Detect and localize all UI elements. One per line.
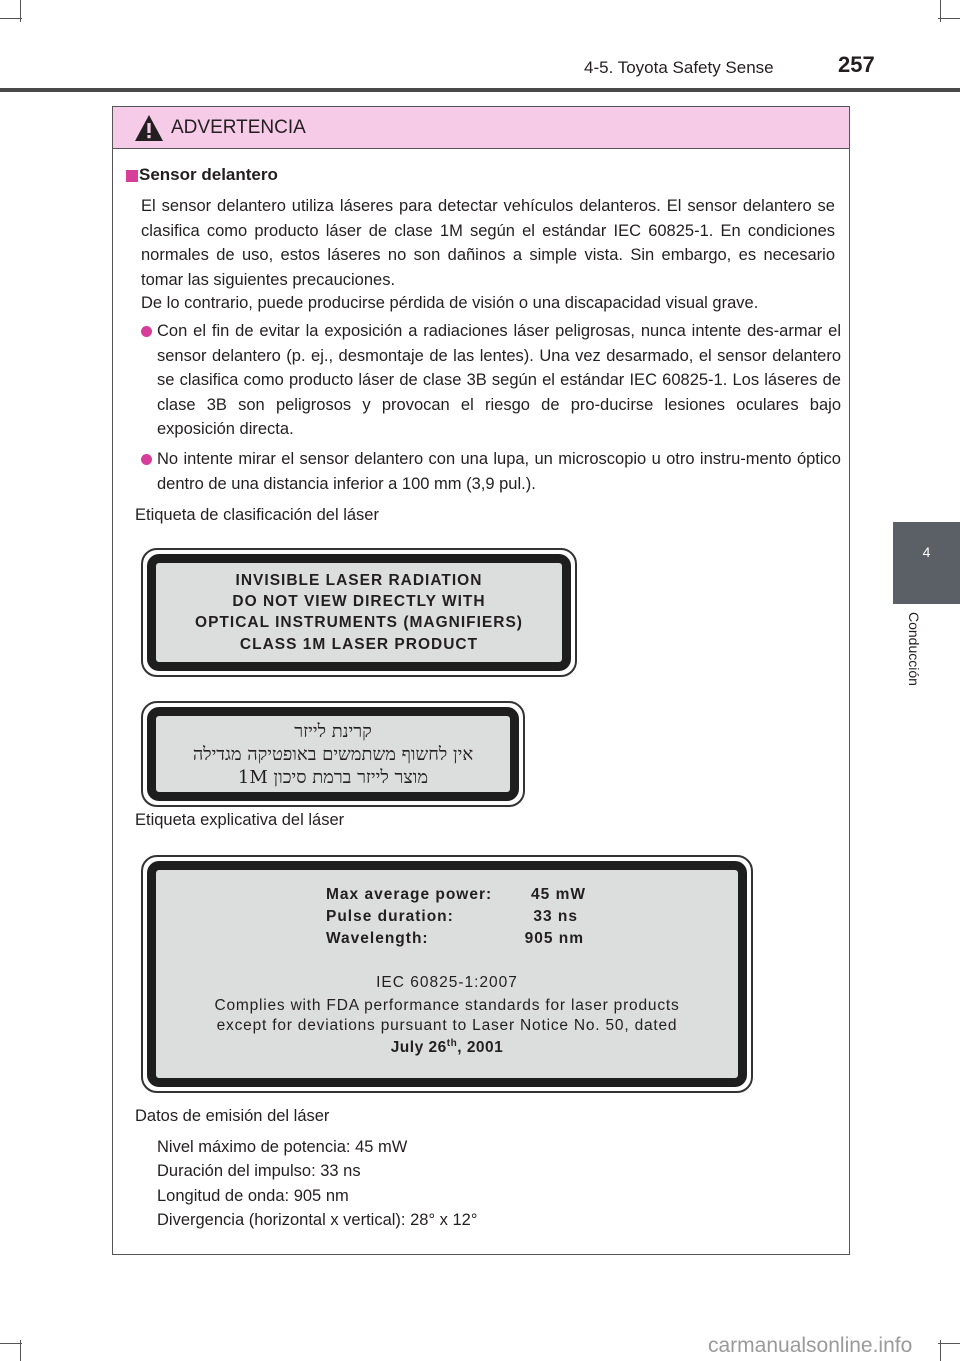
chapter-label: Conducción [906, 612, 922, 686]
hebrew-line: מוצר לייזר ברמת סיכון 1M [237, 767, 429, 788]
hebrew-line: אין לחשוף משתמשים באופטיקה מגדילה [192, 744, 474, 765]
page-number: 257 [838, 52, 875, 77]
hebrew-label [141, 701, 525, 807]
classification-label [141, 548, 577, 677]
chapter-tab [893, 522, 960, 604]
emission-line: Longitud de onda: 905 nm [157, 1187, 349, 1205]
spec-standard: IEC 60825-1:2007 [376, 974, 518, 991]
warning-box [112, 106, 850, 1255]
intro-paragraph: El sensor delantero utiliza láseres para detectar vehículos delanteros. El sensor delantero se clasifica como producto láser de clase 1M según el estándar IEC 60825-1. En condiciones normales de uso, estos láseres no son dañinos a simple vista. Sin embargo, es necesario tomar las siguientes precauciones. [141, 197, 835, 289]
label-line: INVISIBLE LASER RADIATION [235, 572, 483, 589]
square-bullet-icon [126, 170, 138, 182]
warning-header [113, 107, 849, 149]
bullet-optical-instruments: No intente mirar el sensor delantero con una lupa, un microscopio u otro instru-mento óptico dentro de una distancia inferior a 100 mm (3,9 pul.). [157, 450, 841, 493]
crop-mark [938, 1343, 960, 1344]
label-line: OPTICAL INSTRUMENTS (MAGNIFIERS) [195, 614, 523, 631]
crop-mark [938, 18, 960, 19]
sensor-section-title: Sensor delantero [139, 165, 278, 184]
spec-value: 905 nm [524, 930, 584, 947]
emission-caption: Datos de emisión del láser [135, 1107, 330, 1125]
warning-triangle-icon [134, 114, 164, 142]
classification-label-panel [147, 554, 571, 671]
watermark-text: carmanualsonline.info [708, 1334, 913, 1357]
spec-date-prefix: July 26 [390, 1039, 447, 1057]
chapter-number: 4 [922, 544, 931, 560]
label-line: DO NOT VIEW DIRECTLY WITH [232, 593, 486, 610]
warning-title: ADVERTENCIA [171, 117, 306, 138]
crop-mark [0, 1343, 22, 1344]
spec-key: Wavelength: [326, 930, 429, 947]
hebrew-label-panel [147, 707, 519, 801]
spec-compliance-line: except for deviations pursuant to Laser Notice No. 50, dated [216, 1017, 678, 1034]
spec-label-panel [147, 861, 747, 1087]
crop-mark [20, 1340, 21, 1361]
emission-line: Divergencia (horizontal x vertical): 28° x 12° [157, 1211, 478, 1229]
spec-value: 45 mW [531, 886, 586, 903]
spec-key: Max average power: [326, 886, 493, 903]
emission-line: Nivel máximo de potencia: 45 mW [157, 1138, 408, 1156]
spec-date-suffix: , 2001 [457, 1039, 504, 1057]
explanatory-caption: Etiqueta explicativa del láser [135, 811, 345, 829]
bullet-dot-icon [141, 454, 152, 465]
label-line: CLASS 1M LASER PRODUCT [239, 636, 479, 653]
spec-date [156, 1038, 738, 1057]
intro-consequence: De lo contrario, puede producirse pérdida de visión o una discapacidad visual grave. [141, 294, 759, 312]
spec-compliance-line: Complies with FDA performance standards for laser products [214, 997, 680, 1014]
bullet-dot-icon [141, 326, 152, 337]
bullet-disassembly: Con el fin de evitar la exposición a radiaciones láser peligrosas, nunca intente des-armar el sensor delantero (p. ej., desmontaje de las lentes). Una vez desarmado, el sensor delantero se clasifica como producto láser de clase 3B según el estándar IEC 60825-1. Los láseres de clase 3B son peligrosos y provocan el riesgo de pro-ducirse lesiones oculares bajo exposición directa. [157, 322, 841, 438]
header-divider [0, 88, 960, 92]
hebrew-line: קרינת לייזר [294, 721, 372, 742]
spec-value: 33 ns [533, 908, 578, 925]
spec-date-sup: th [446, 1038, 458, 1049]
classification-caption: Etiqueta de clasificación del láser [135, 506, 379, 524]
emission-line: Duración del impulso: 33 ns [157, 1162, 361, 1180]
spec-label [141, 855, 753, 1093]
crop-mark [0, 18, 22, 19]
crop-mark [20, 0, 21, 22]
spec-key: Pulse duration: [326, 908, 454, 925]
section-header-title: 4-5. Toyota Safety Sense [584, 58, 774, 77]
